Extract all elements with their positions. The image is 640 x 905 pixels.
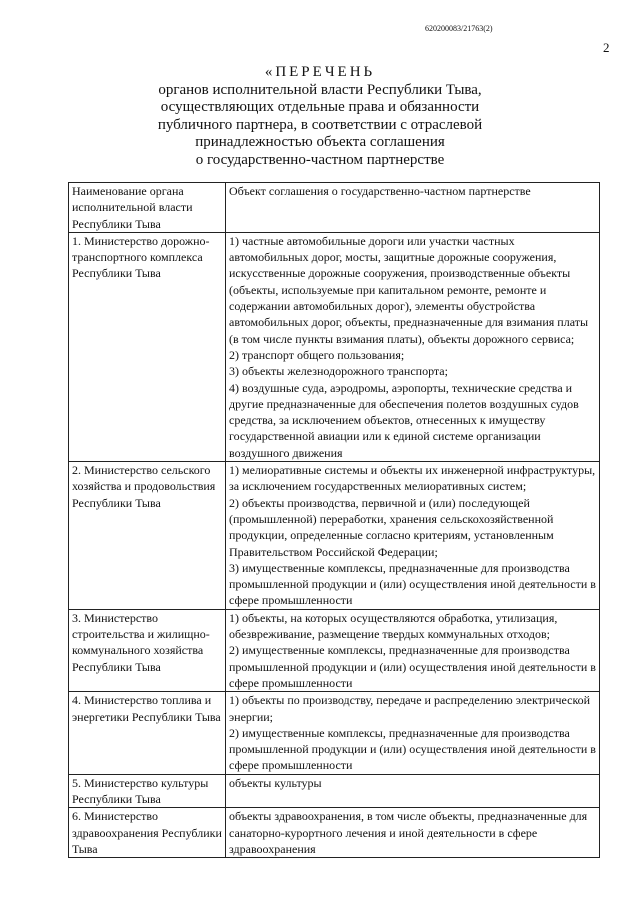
object-item: 1) мелиоративные системы и объекты их инженерной инфраструктуры, за исключением государственных мелиоративных систем; bbox=[229, 463, 596, 494]
table-header-row bbox=[69, 183, 600, 233]
table-row bbox=[69, 609, 600, 691]
column-header-object: Объект соглашения о государственно-частном партнерстве bbox=[226, 183, 600, 233]
authority-name: 4. Министерство топлива и энергетики Республики Тыва bbox=[69, 692, 226, 774]
document-title bbox=[0, 64, 640, 169]
object-item: объекты здравоохранения, в том числе объекты, предназначенные для санаторно-курортного лечения и иной деятельности в сфере здравоохранения bbox=[229, 809, 588, 856]
authority-name: 5. Министерство культуры Республики Тыва bbox=[69, 774, 226, 808]
authority-name: 2. Министерство сельского хозяйства и продовольствия Республики Тыва bbox=[69, 462, 226, 610]
agreement-objects bbox=[226, 232, 600, 461]
table-row bbox=[69, 774, 600, 808]
title-line: принадлежностью объекта соглашения bbox=[195, 134, 445, 150]
authority-name: 6. Министерство здравоохранения Республики Тыва bbox=[69, 808, 226, 858]
object-item: 1) объекты, на которых осуществляются обработка, утилизация, обезвреживание, размещение твердых коммунальных отходов; bbox=[229, 610, 558, 642]
title-line: органов исполнительной власти Республики Тыва, bbox=[158, 81, 482, 98]
object-item: 4) воздушные суда, аэродромы, аэропорты, технические средства и другие предназначенные для обеспечения полетов воздушных судов средства, за исключением объектов, отнесенных к имуществу государственной авиации или к единой системе организации воздушного движения bbox=[229, 380, 579, 460]
authorities-table bbox=[68, 182, 600, 858]
table-body bbox=[69, 232, 600, 857]
title-heading: «ПЕРЕЧЕНЬ bbox=[264, 64, 376, 80]
title-line: о государственно-частном партнерстве bbox=[195, 151, 445, 168]
object-item: 3) объекты железнодорожного транспорта; bbox=[229, 364, 448, 379]
table-row bbox=[69, 232, 600, 461]
agreement-objects bbox=[226, 808, 600, 858]
object-item: 2) имущественные комплексы, предназначенные для производства промышленной продукции и (или) осуществления иной деятельности в сфере промышленности bbox=[229, 725, 596, 773]
title-line: осуществляющих отдельные права и обязанности bbox=[160, 99, 480, 115]
column-header-authority: Наименование органа исполнительной власти Республики Тыва bbox=[69, 183, 226, 233]
agreement-objects bbox=[226, 774, 600, 808]
object-item: 1) объекты по производству, передаче и распределению электрической энергии; bbox=[229, 693, 591, 724]
agreement-objects bbox=[226, 609, 600, 691]
object-item: объекты культуры bbox=[229, 775, 322, 790]
object-item: 2) имущественные комплексы, предназначенные для производства промышленной продукции и (или) осуществления иной деятельности в сфере промышленности bbox=[229, 643, 596, 690]
title-line: публичного партнера, в соответствии с отраслевой bbox=[157, 116, 483, 133]
document-id: 620200083/21763(2) bbox=[425, 24, 493, 33]
table-row bbox=[69, 808, 600, 858]
object-item: 1) частные автомобильные дороги или участки частных автомобильных дорог, мосты, защитные дорожные сооружения, искусственные дорожные сооружения, производственные объекты (объекты, используемые при капитальном ремонте, ремонте и содержании автомобильных дорог), элементы обустройства автомобильных дорог, объекты, предназначенные для взимания платы (в том числе пункты взимания платы), объекты дорожного сервиса; bbox=[229, 233, 589, 346]
agreement-objects bbox=[226, 692, 600, 774]
object-item: 2) транспорт общего пользования; bbox=[229, 347, 405, 362]
table-row bbox=[69, 462, 600, 610]
authority-name: 3. Министерство строительства и жилищно-коммунального хозяйства Республики Тыва bbox=[69, 609, 226, 691]
agreement-objects bbox=[226, 462, 600, 610]
authority-name: 1. Министерство дорожно-транспортного комплекса Республики Тыва bbox=[69, 232, 226, 461]
table-row bbox=[69, 692, 600, 774]
object-item: 3) имущественные комплексы, предназначенные для производства промышленной продукции и (или) осуществления иной деятельности в сфере промышленности bbox=[229, 560, 596, 608]
object-item: 2) объекты производства, первичной и (или) последующей (промышленной) переработки, хранения сельскохозяйственной продукции, определенные согласно критериям, установленным Правительством Российской Федерации; bbox=[229, 495, 554, 559]
page-number: 2 bbox=[603, 40, 610, 55]
